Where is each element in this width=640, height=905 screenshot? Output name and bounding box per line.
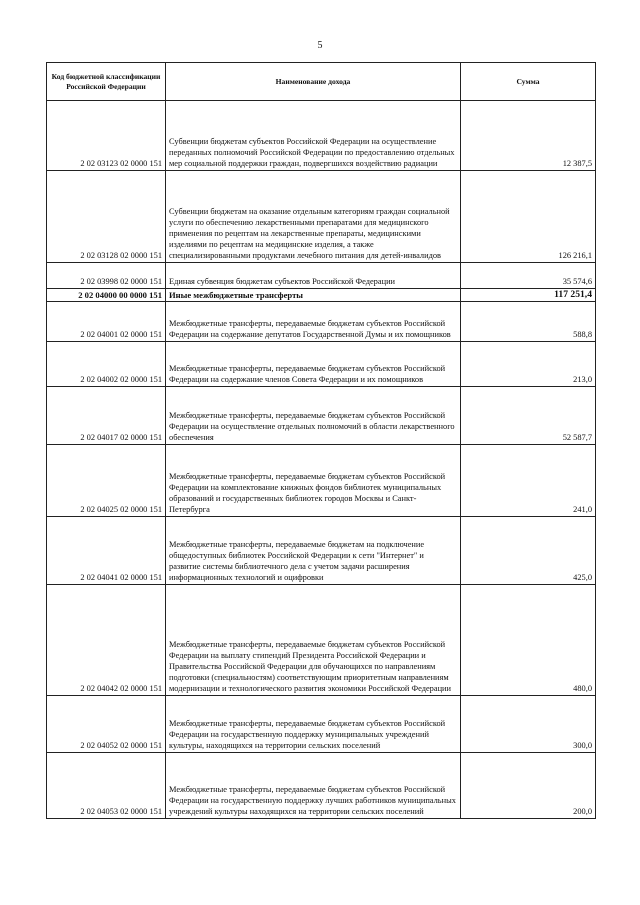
table-header-row — [47, 63, 596, 101]
table-row — [47, 263, 596, 289]
row-sum: 126 216,1 — [461, 171, 596, 263]
table-row — [47, 171, 596, 263]
row-name: Межбюджетные трансферты, передаваемые бюджетам субъектов Российской Федерации на содержание членов Совета Федерации и их помощников — [166, 342, 461, 387]
table-row — [47, 517, 596, 585]
row-sum: 213,0 — [461, 342, 596, 387]
table-row — [47, 585, 596, 696]
header-code: Код бюджетной классификации Российской Федерации — [47, 63, 166, 101]
row-name: Межбюджетные трансферты, передаваемые бюджетам на подключение общедоступных библиотек Российской Федерации к сети "Интернет" и развитие системы библиотечного дела с учетом задачи расширения информационных технологий и оцифровки — [166, 517, 461, 585]
row-sum: 300,0 — [461, 696, 596, 753]
row-sum: 425,0 — [461, 517, 596, 585]
table-row — [47, 387, 596, 445]
row-code: 2 02 04017 02 0000 151 — [47, 387, 166, 445]
row-sum: 12 387,5 — [461, 101, 596, 171]
row-name: Иные межбюджетные трансферты — [166, 289, 461, 302]
header-name: Наименование дохода — [166, 63, 461, 101]
row-code: 2 02 04052 02 0000 151 — [47, 696, 166, 753]
row-sum: 117 251,4 — [461, 289, 596, 302]
header-sum: Сумма — [461, 63, 596, 101]
row-sum: 588,8 — [461, 302, 596, 342]
table-row — [47, 753, 596, 819]
row-name: Межбюджетные трансферты, передаваемые бюджетам субъектов Российской Федерации на осуществление отдельных полномочий в области лекарственного обеспечения — [166, 387, 461, 445]
table-row — [47, 445, 596, 517]
table-row — [47, 302, 596, 342]
row-sum: 35 574,6 — [461, 263, 596, 289]
row-name: Единая субвенция бюджетам субъектов Российской Федерации — [166, 263, 461, 289]
row-code: 2 02 03998 02 0000 151 — [47, 263, 166, 289]
row-code: 2 02 04042 02 0000 151 — [47, 585, 166, 696]
row-code: 2 02 04041 02 0000 151 — [47, 517, 166, 585]
revenue-table — [46, 62, 596, 819]
row-sum: 241,0 — [461, 445, 596, 517]
row-code: 2 02 03123 02 0000 151 — [47, 101, 166, 171]
table-row — [47, 101, 596, 171]
row-sum: 200,0 — [461, 753, 596, 819]
row-code: 2 02 04053 02 0000 151 — [47, 753, 166, 819]
row-code: 2 02 04025 02 0000 151 — [47, 445, 166, 517]
row-name: Субвенции бюджетам на оказание отдельным категориям граждан социальной услуги по обеспечению лекарственными препаратами для медицинского применения по рецептам на лекарственные препараты, медицинскими изделиями по рецептам на медицинские изделия, а также специализированными продуктами лечебного питания для детей-инвалидов — [166, 171, 461, 263]
row-code: 2 02 03128 02 0000 151 — [47, 171, 166, 263]
page-number: 5 — [317, 40, 323, 51]
table-row — [47, 342, 596, 387]
row-name: Межбюджетные трансферты, передаваемые бюджетам субъектов Российской Федерации на государственную поддержку лучших работников муниципальных учреждений культуры находящихся на территории сельских поселений — [166, 753, 461, 819]
row-sum: 52 587,7 — [461, 387, 596, 445]
row-name: Межбюджетные трансферты, передаваемые бюджетам субъектов Российской Федерации на комплектование книжных фондов библиотек муниципальных образований и государственных библиотек городов Москвы и Санкт-Петербурга — [166, 445, 461, 517]
row-name: Межбюджетные трансферты, передаваемые бюджетам субъектов Российской Федерации на выплату стипендий Президента Российской Федерации и Правительства Российской Федерации для обучающихся по направлениям подготовки (специальностям) соответствующим приоритетным направлениям модернизации и технологического развития экономики Российской Федерации — [166, 585, 461, 696]
table-row-total — [47, 289, 596, 302]
table-row — [47, 696, 596, 753]
row-code: 2 02 04000 00 0000 151 — [47, 289, 166, 302]
row-code: 2 02 04001 02 0000 151 — [47, 302, 166, 342]
row-code: 2 02 04002 02 0000 151 — [47, 342, 166, 387]
row-name: Межбюджетные трансферты, передаваемые бюджетам субъектов Российской Федерации на содержание депутатов Государственной Думы и их помощников — [166, 302, 461, 342]
row-sum: 480,0 — [461, 585, 596, 696]
row-name: Субвенции бюджетам субъектов Российской Федерации на осуществление переданных полномочий Российской Федерации по предоставлению отдельных мер социальной поддержки граждан, подвергшихся воздействию радиации — [166, 101, 461, 171]
row-name: Межбюджетные трансферты, передаваемые бюджетам субъектов Российской Федерации на государственную поддержку муниципальных учреждений культуры, находящихся на территории сельских поселений — [166, 696, 461, 753]
